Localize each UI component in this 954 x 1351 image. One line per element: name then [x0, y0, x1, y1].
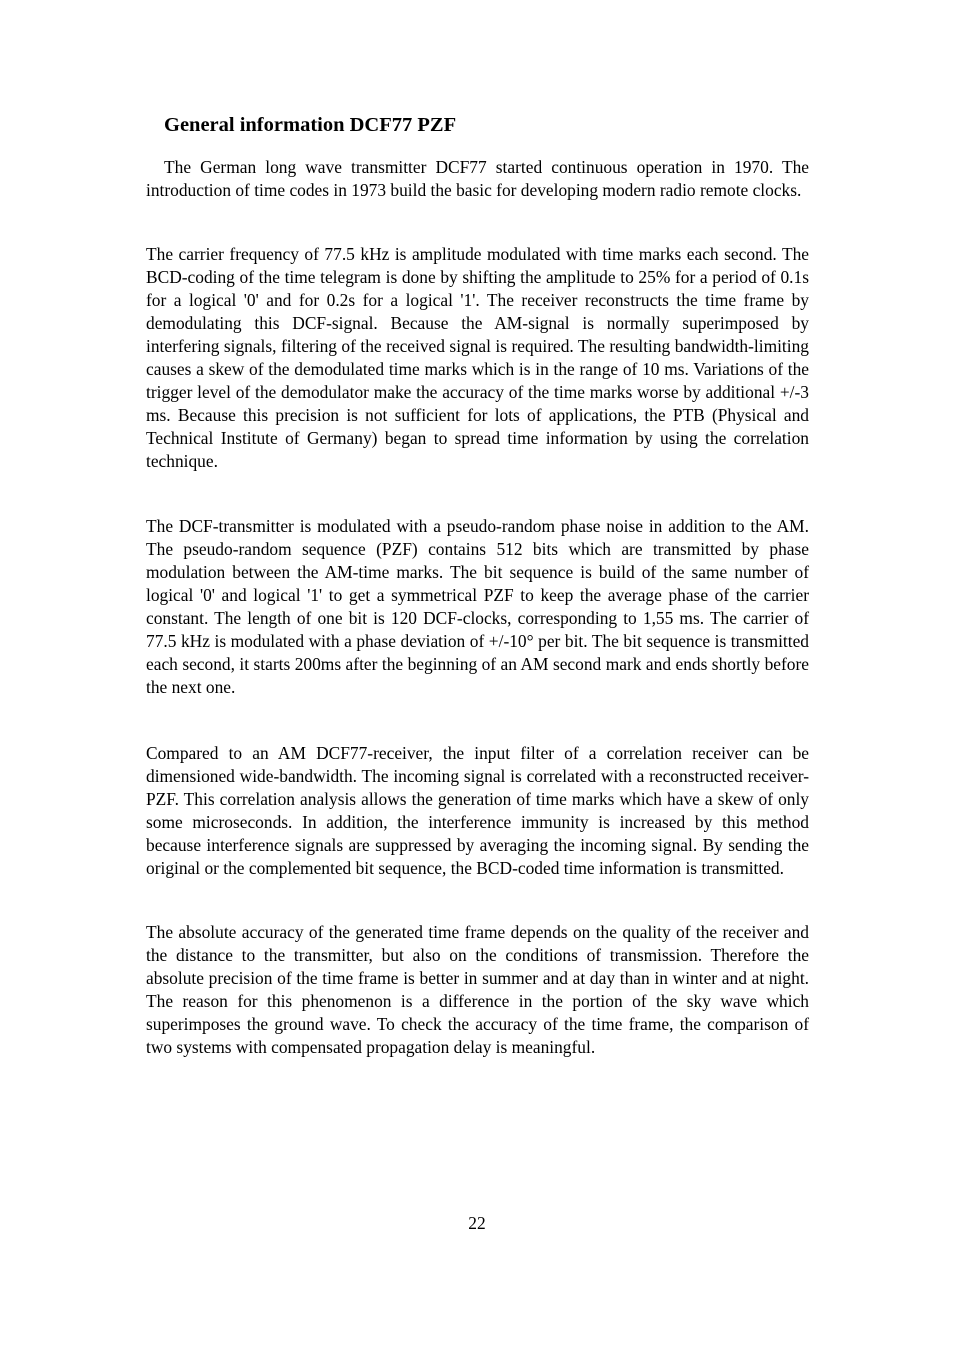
paragraph-am-modulation: The carrier frequency of 77.5 kHz is amplitude modulated with time marks each second. The BCD-coding of the time telegram is done by shifting the amplitude to 25% for a period of 0.1s for a logical '0' and for 0.2s for a logical '1'. The receiver reconstructs the time frame by demodulating this DCF-signal. Because the AM-signal is normally superimposed by interfering signals, filtering of the received signal is required. The resulting bandwidth-limiting causes a skew of the demodulated time marks which is in the range of 10 ms. Variations of the trigger level of the demodulator make the accuracy of the time marks worse by additional +/-3 ms. Because this precision is not sufficient for lots of applications, the PTB (Physical and Technical Institute of Germany) began to spread time information by using the correlation technique. — [146, 244, 809, 471]
paragraph-intro: The German long wave transmitter DCF77 started continuous operation in 1970. The introduction of time codes in 1973 build the basic for developing modern radio remote clocks. — [146, 157, 809, 200]
paragraph-pzf-modulation: The DCF-transmitter is modulated with a pseudo-random phase noise in addition to the AM. The pseudo-random sequence (PZF) contains 512 bits which are transmitted by phase modulation between the AM-time marks. The bit sequence is build of the same number of logical '0' and logical '1' to get a symmetrical PZF to keep the average phase of the carrier constant. The length of one bit is 120 DCF-clocks, corresponding to 1,55 ms. The carrier of 77.5 kHz is modulated with a phase deviation of +/-10° per bit. The bit sequence is transmitted each second, it starts 200ms after the beginning of an AM second mark and ends shortly before the next one. — [146, 516, 809, 697]
paragraph-accuracy: The absolute accuracy of the generated time frame depends on the quality of the receiver and the distance to the transmitter, but also on the conditions of transmission. Therefore the absolute precision of the time frame is better in summer and at day than in winter and at night. The reason for this phenomenon is a difference in the portion of the sky wave which superimposes the ground wave. To check the accuracy of the time frame, the comparison of two systems with compensated propagation delay is meaningful. — [146, 922, 809, 1057]
paragraph-correlation-receiver: Compared to an AM DCF77-receiver, the input filter of a correlation receiver can be dimensioned wide-bandwidth. The incoming signal is correlated with a reconstructed receiver-PZF. This correlation analysis allows the generation of time marks which have a skew of only some microseconds. In addition, the interference immunity is increased by this method because interference signals are suppressed by averaging the incoming signal. By sending the original or the complemented bit sequence, the BCD-coded time information is transmitted. — [146, 743, 809, 878]
page-heading: General information DCF77 PZF — [164, 114, 457, 136]
page-number: 22 — [468, 1213, 486, 1233]
